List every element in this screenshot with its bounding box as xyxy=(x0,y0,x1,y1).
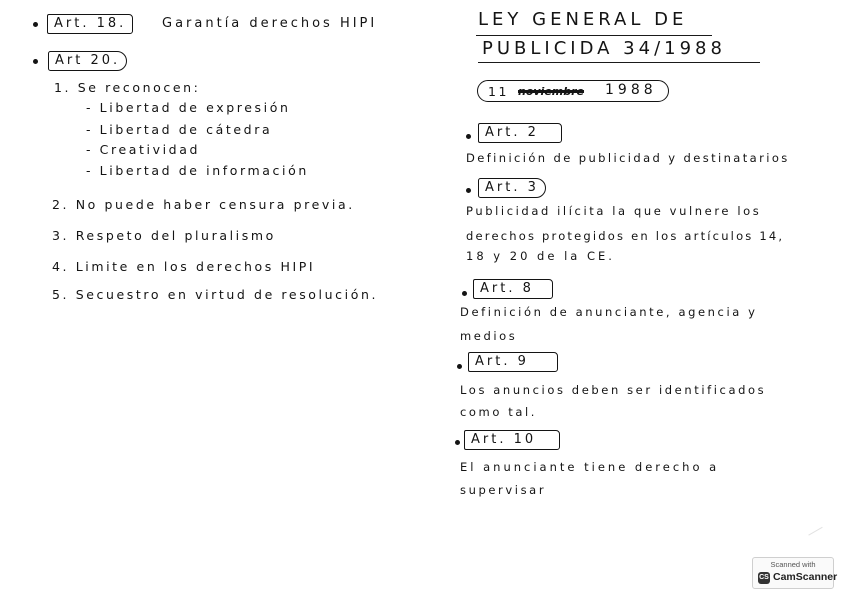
title-underline xyxy=(478,62,760,63)
crossed-out-month: noviembre xyxy=(518,85,585,98)
item-3: 3. Respeto del pluralismo xyxy=(52,228,276,243)
bullet xyxy=(457,364,462,369)
item-2: 2. No puede haber censura previa. xyxy=(52,197,355,212)
article-box-18: Art. 18. xyxy=(47,14,133,34)
bullet xyxy=(455,440,460,445)
article-box-10: Art. 10 xyxy=(464,430,560,450)
item-1: 1. Se reconocen: xyxy=(54,80,201,95)
bullet xyxy=(462,291,467,296)
item-4: 4. Limite en los derechos HIPI xyxy=(52,259,316,274)
article-10-line: supervisar xyxy=(460,483,547,497)
sub-item: - Libertad de información xyxy=(86,163,309,178)
article-3-line: Publicidad ilícita la que vulnere los xyxy=(466,204,762,218)
article-box-9: Art. 9 xyxy=(468,352,558,372)
date-year: 1988 xyxy=(605,82,657,98)
article-3-line: derechos protegidos en los artículos 14, xyxy=(466,229,785,243)
article-box-8: Art. 8 xyxy=(473,279,553,299)
pen-smudge xyxy=(808,527,827,545)
sub-item: - Libertad de cátedra xyxy=(86,122,273,137)
article-3-line: 18 y 20 de la CE. xyxy=(466,249,615,263)
article-box-20: Art 20. xyxy=(48,51,127,71)
article-9-line: Los anuncios deben ser identificados xyxy=(460,383,767,397)
bullet xyxy=(33,22,38,27)
bullet xyxy=(466,188,471,193)
title-underline xyxy=(476,35,712,36)
article-box-3: Art. 3 xyxy=(478,178,546,198)
camscanner-logo-icon: CS xyxy=(758,572,770,584)
article-2-text: Definición de publicidad y destinatarios xyxy=(466,151,790,165)
date-day: 11 xyxy=(488,84,510,99)
article-8-line: Definición de anunciante, agencia y xyxy=(460,305,758,319)
law-title-line-1: LEY GENERAL DE xyxy=(478,9,688,30)
law-title-line-2: PUBLICIDA 34/1988 xyxy=(482,38,726,59)
camscanner-badge xyxy=(752,557,838,589)
badge-caption: Scanned with xyxy=(770,560,816,569)
article-8-line: medios xyxy=(460,329,518,343)
sub-item: - Creatividad xyxy=(86,142,201,157)
article-box-2: Art. 2 xyxy=(478,123,562,143)
item-5: 5. Secuestro en virtud de resolución. xyxy=(52,287,379,302)
bullet xyxy=(33,59,38,64)
bullet xyxy=(466,134,471,139)
article-10-line: El anunciante tiene derecho a xyxy=(460,460,720,474)
article-9-line: como tal. xyxy=(460,405,538,419)
sub-item: - Libertad de expresión xyxy=(86,100,291,115)
article-18-text: Garantía derechos HIPI xyxy=(162,16,378,31)
badge-brand-name: CamScanner xyxy=(773,571,838,583)
